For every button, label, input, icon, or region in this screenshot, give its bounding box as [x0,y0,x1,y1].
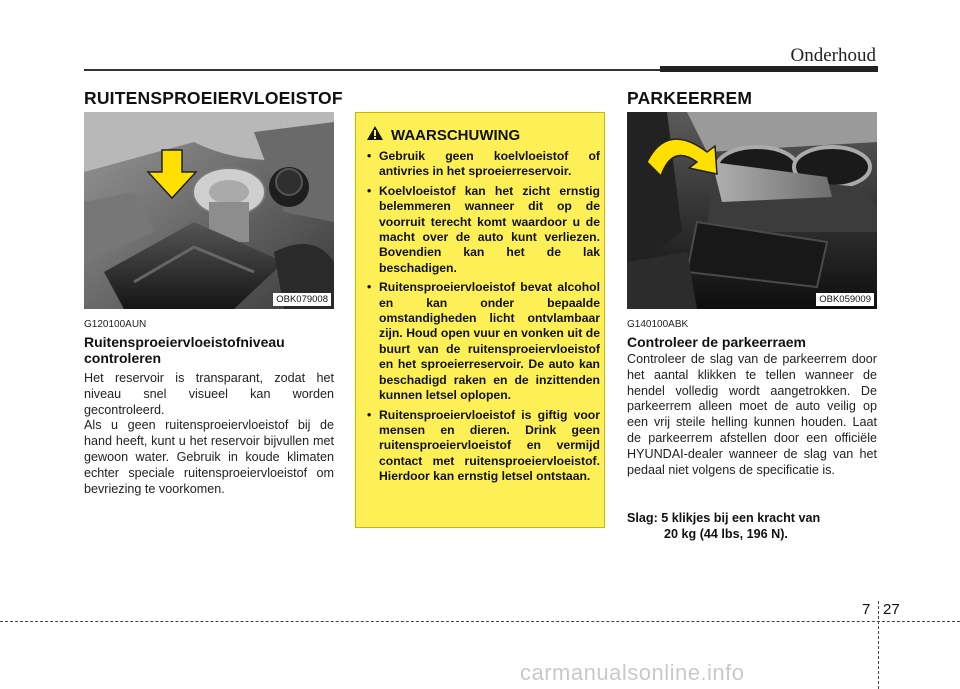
washer-paragraph-2: Als u geen ruitensproeiervloeistof bij de hand heeft, kunt u het reservoir bijvullen met gewoon water. Gebruik in koude klimaten echter speciale ruitensproeiervloeistof om bevriezing te voorkomen. [84,418,334,496]
header-bar [660,66,878,72]
header-rule [84,69,660,71]
chapter-number: 7 [862,601,871,618]
washer-body-text [84,371,334,497]
parking-brake-illustration [627,112,877,309]
warning-triangle-icon [366,125,384,145]
washer-paragraph-1: Het reservoir is transparant, zodat het niveau snel visueel kan worden gecontroleerd. [84,371,334,417]
page-header-title: Onderhoud [790,45,876,66]
section-code: G120100AUN [84,319,147,330]
warning-item: • Koelvloeistof kan het zicht ernstig belemmeren wanneer dit op de voorruit terecht komt waardoor u de macht over de auto kunt verliezen. Bovendien kan het de lak beschadigen. [366,184,600,276]
warning-item: • Gebruik geen koelvloeistof of antivries in het sproeierreservoir. [366,149,600,180]
page-number: 27 [883,601,900,618]
section-heading-parking-brake: PARKEERREM [627,88,753,108]
section-heading-washer-fluid: RUITENSPROEIERVLOEISTOF [84,88,343,108]
footer-divider [878,601,879,689]
spec-line-2: 20 kg (44 lbs, 196 N). [664,527,788,541]
warning-title [366,125,520,145]
photo-code-label: OBK059009 [816,293,874,306]
subheading-parking-brake: Controleer de parkeerraem [627,334,806,350]
warning-title-text: WAARSCHUWING [391,126,521,144]
photo-code-label: OBK079008 [273,293,331,306]
warning-list [366,149,600,489]
engine-bay-photo [84,112,334,309]
warning-item: • Ruitensproeiervloeistof bevat alcohol en kan onder bepaalde omstandigheden licht ontvlambaar zijn. Houd open vuur en vonken uit de buurt van de ruitensproeiervloeistof en het sproeierreservoir. De auto kan beschadigd raken en de inzittenden kunnen letsel oplopen. [366,280,600,403]
section-code: G140100ABK [627,319,689,330]
spec-block [627,510,820,542]
watermark-text: carmanualsonline.info [520,660,745,685]
parking-brake-body-text: Controleer de slag van de parkeerrem door het aantal klikken te tellen wanneer de hendel volledig wordt aangetrokken. De parkeerrem alleen moet de auto veilig op een vrij steile helling kunnen houden. Laat de parkeerrem afstellen door een officiële HYUNDAI-dealer wanneer de slag van het pedaal niet volgens de specificatie is. [627,352,877,477]
warning-box [355,112,605,528]
spec-line-1: Slag: 5 klikjes bij een kracht van [627,511,821,525]
subheading-washer-level: Ruitensproeiervloeistofniveau controleren [84,334,285,366]
engine-bay-illustration [84,112,334,309]
footer-rule [0,621,960,622]
parking-brake-photo [627,112,877,309]
warning-item: • Ruitensproeiervloeistof is giftig voor mensen en dieren. Drink geen ruitensproeiervloeistof en vermijd contact met ruitensproeiervloeistof. Hierdoor kan ernstig letsel ontstaan. [366,408,600,485]
